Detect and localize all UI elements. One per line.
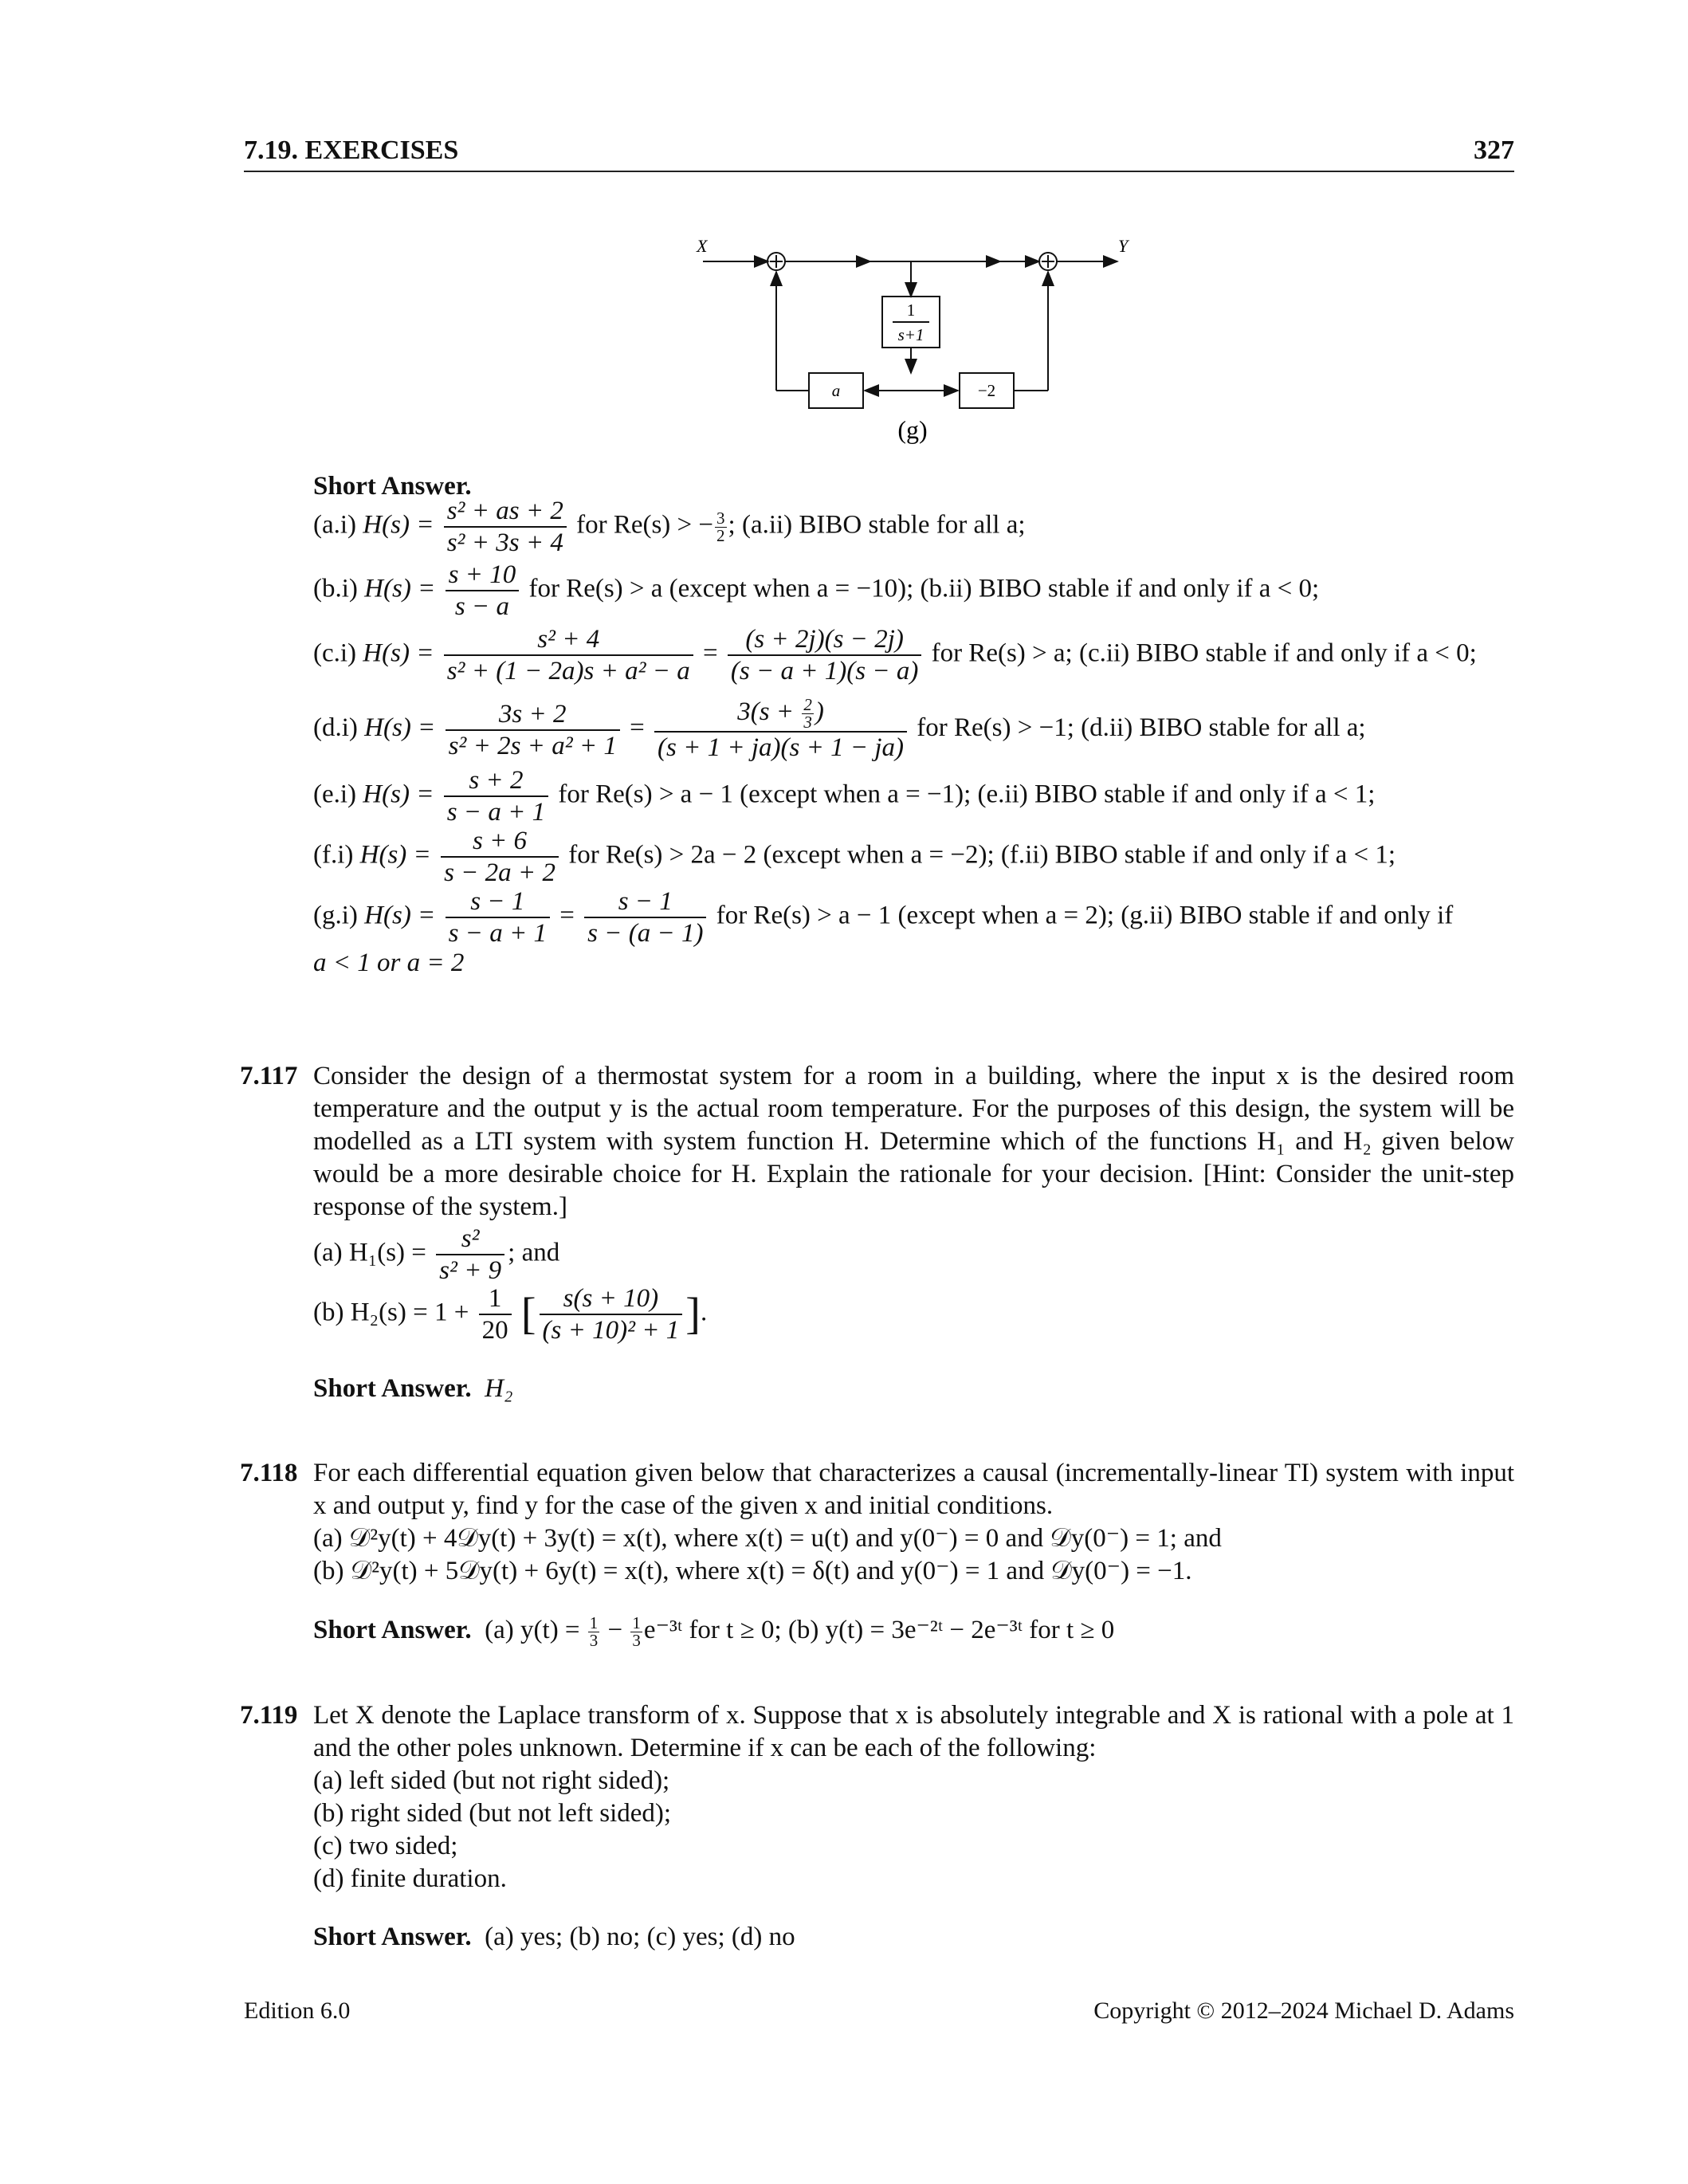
diagram-input-label: X (697, 236, 708, 256)
ex117-option-a: (a) H₁(s) = $\frac{\text{s²}}{\text{s² + 9}}$ ; and (313, 1224, 560, 1285)
ex118-part-b: (b) 𝒟²y(t) + 5𝒟y(t) + 6y(t) = x(t), where x(t) = δ(t) and y(0⁻) = 1 and 𝒟y(0⁻) = −1. (313, 1557, 1192, 1585)
answer-a: (a.i) H(s) = $\frac{\text{s² + as + 2}}{\text{s² + 3s + 4}}$ for Re(s) > − $\frac{3}{2}$ ; (a.ii) BIBO stable for all a; (313, 497, 1026, 557)
ex117-option-b: (b) H₂(s) = 1 + $\frac{1}{20}$ [ $\frac{s(s + 10)}{\text{(s + 10)² + 1}}$ ]. (313, 1284, 708, 1345)
diagram-output-label: Y (1118, 236, 1129, 256)
ex119-item: (d) finite duration. (313, 1864, 507, 1893)
answer-e: (e.i) H(s) = $\frac{s + 2}{s - a + 1}$ for Re(s) > a − 1 (except when a = −1); (e.ii) BIBO stable if and only if a < 1; (313, 766, 1376, 827)
answer-f: (f.i) H(s) = $\frac{s + 6}{s - 2a + 2}$ for Re(s) > 2a − 2 (except when a = −2); (f.ii) BIBO stable if and only if a < 1; (313, 827, 1396, 887)
tf-numerator: 1 (906, 300, 916, 320)
ex119-item: (a) left sided (but not right sided); (313, 1766, 670, 1795)
exercise-text: For each differential equation given below that characterizes a causal (incrementally-linear TI) system with input x and output y, find y for the case of the given x and initial conditions. (313, 1459, 1514, 1520)
answer-g-tail: a < 1 or a = 2 (313, 949, 465, 977)
block-diagram (685, 231, 1148, 454)
page-number: 327 (1474, 136, 1514, 165)
footer-copyright: Copyright © 2012–2024 Michael D. Adams (1093, 1997, 1514, 2024)
answer-c: (c.i) H(s) = $\frac{\text{s² + 4}}{\text{s² + (1 − 2a)s + a² − a}}$ = $\frac{(s + 2j)(s - 2j)}{(s - a + 1)(s - a)}$ for Re(s) > a; (c.ii) BIBO stable if and only if a < 0; (313, 625, 1477, 685)
ex118-short-answer: Short Answer. (a) y(t) = $\frac{1}{3}$ − $\frac{1}{3}$ e⁻³ᵗ for t ≥ 0; (b) y(t) = 3e⁻²ᵗ − 2e⁻³ᵗ for t ≥ 0 (313, 1612, 1115, 1650)
exercise-number: 7.118 (240, 1459, 298, 1487)
ex119-item: (c) two sided; (313, 1832, 458, 1860)
short-answer-title: Short Answer. (313, 472, 472, 501)
section-title: 7.19. EXERCISES (244, 136, 459, 165)
exercise-text: Consider the design of a thermostat system for a room in a building, where the input x is the desired room temperature and the output y is the actual room temperature. For the purposes of this design, the system will be modelled as a LTI system with system function H. Determine which of the functions H₁ and H₂ given below would be a more desirable choice for H. Explain the rationale for your decision. [Hint: Consider the unit-step response of the system.] (313, 1062, 1514, 1221)
ex117-short-answer: Short Answer. H₂ (313, 1374, 513, 1403)
answer-d: (d.i) H(s) = $\frac{3s + 2}{\text{s² + 2s + a² + 1}}$ = 3(s + $\frac{2}{3}$ ) (s + 1 + ja)(s + 1 − ja) for Re(s) > −1; (d.ii) BIBO stable for all a; (313, 695, 1366, 762)
answer-label: (a.i) (313, 510, 357, 540)
diagram-caption: (g) (897, 415, 928, 444)
tf-denominator: s+1 (897, 325, 924, 344)
answer-b: (b.i) H(s) = $\frac{s + 10}{s - a}$ for Re(s) > a (except when a = −10); (b.ii) BIBO stable if and only if a < 0; (313, 560, 1320, 621)
gain-a-label: a (831, 381, 841, 400)
exercise-number: 7.117 (240, 1062, 298, 1090)
gain-minus-two-label: −2 (977, 381, 996, 400)
exercise-text: Let X denote the Laplace transform of x. Suppose that x is absolutely integrable and X is rational with a pole at 1 and the other poles unknown. Determine if x can be each of the following: (313, 1701, 1514, 1762)
ex119-short-answer: Short Answer. (a) yes; (b) no; (c) yes; (d) no (313, 1923, 795, 1951)
ex119-item: (b) right sided (but not left sided); (313, 1799, 672, 1828)
footer-edition: Edition 6.0 (244, 1997, 351, 2024)
running-header (244, 132, 1514, 172)
answer-lhs: H(s) = (363, 510, 434, 540)
exercise-number: 7.119 (240, 1701, 298, 1730)
answer-g: (g.i) H(s) = $\frac{s - 1}{s - a + 1}$ = $\frac{s - 1}{s - (a - 1)}$ for Re(s) > a − 1 (except when a = 2); (g.ii) BIBO stable if and only if (313, 887, 1454, 948)
ex118-part-a: (a) 𝒟²y(t) + 4𝒟y(t) + 3y(t) = x(t), where x(t) = u(t) and y(0⁻) = 0 and 𝒟y(0⁻) = 1; and (313, 1524, 1222, 1553)
